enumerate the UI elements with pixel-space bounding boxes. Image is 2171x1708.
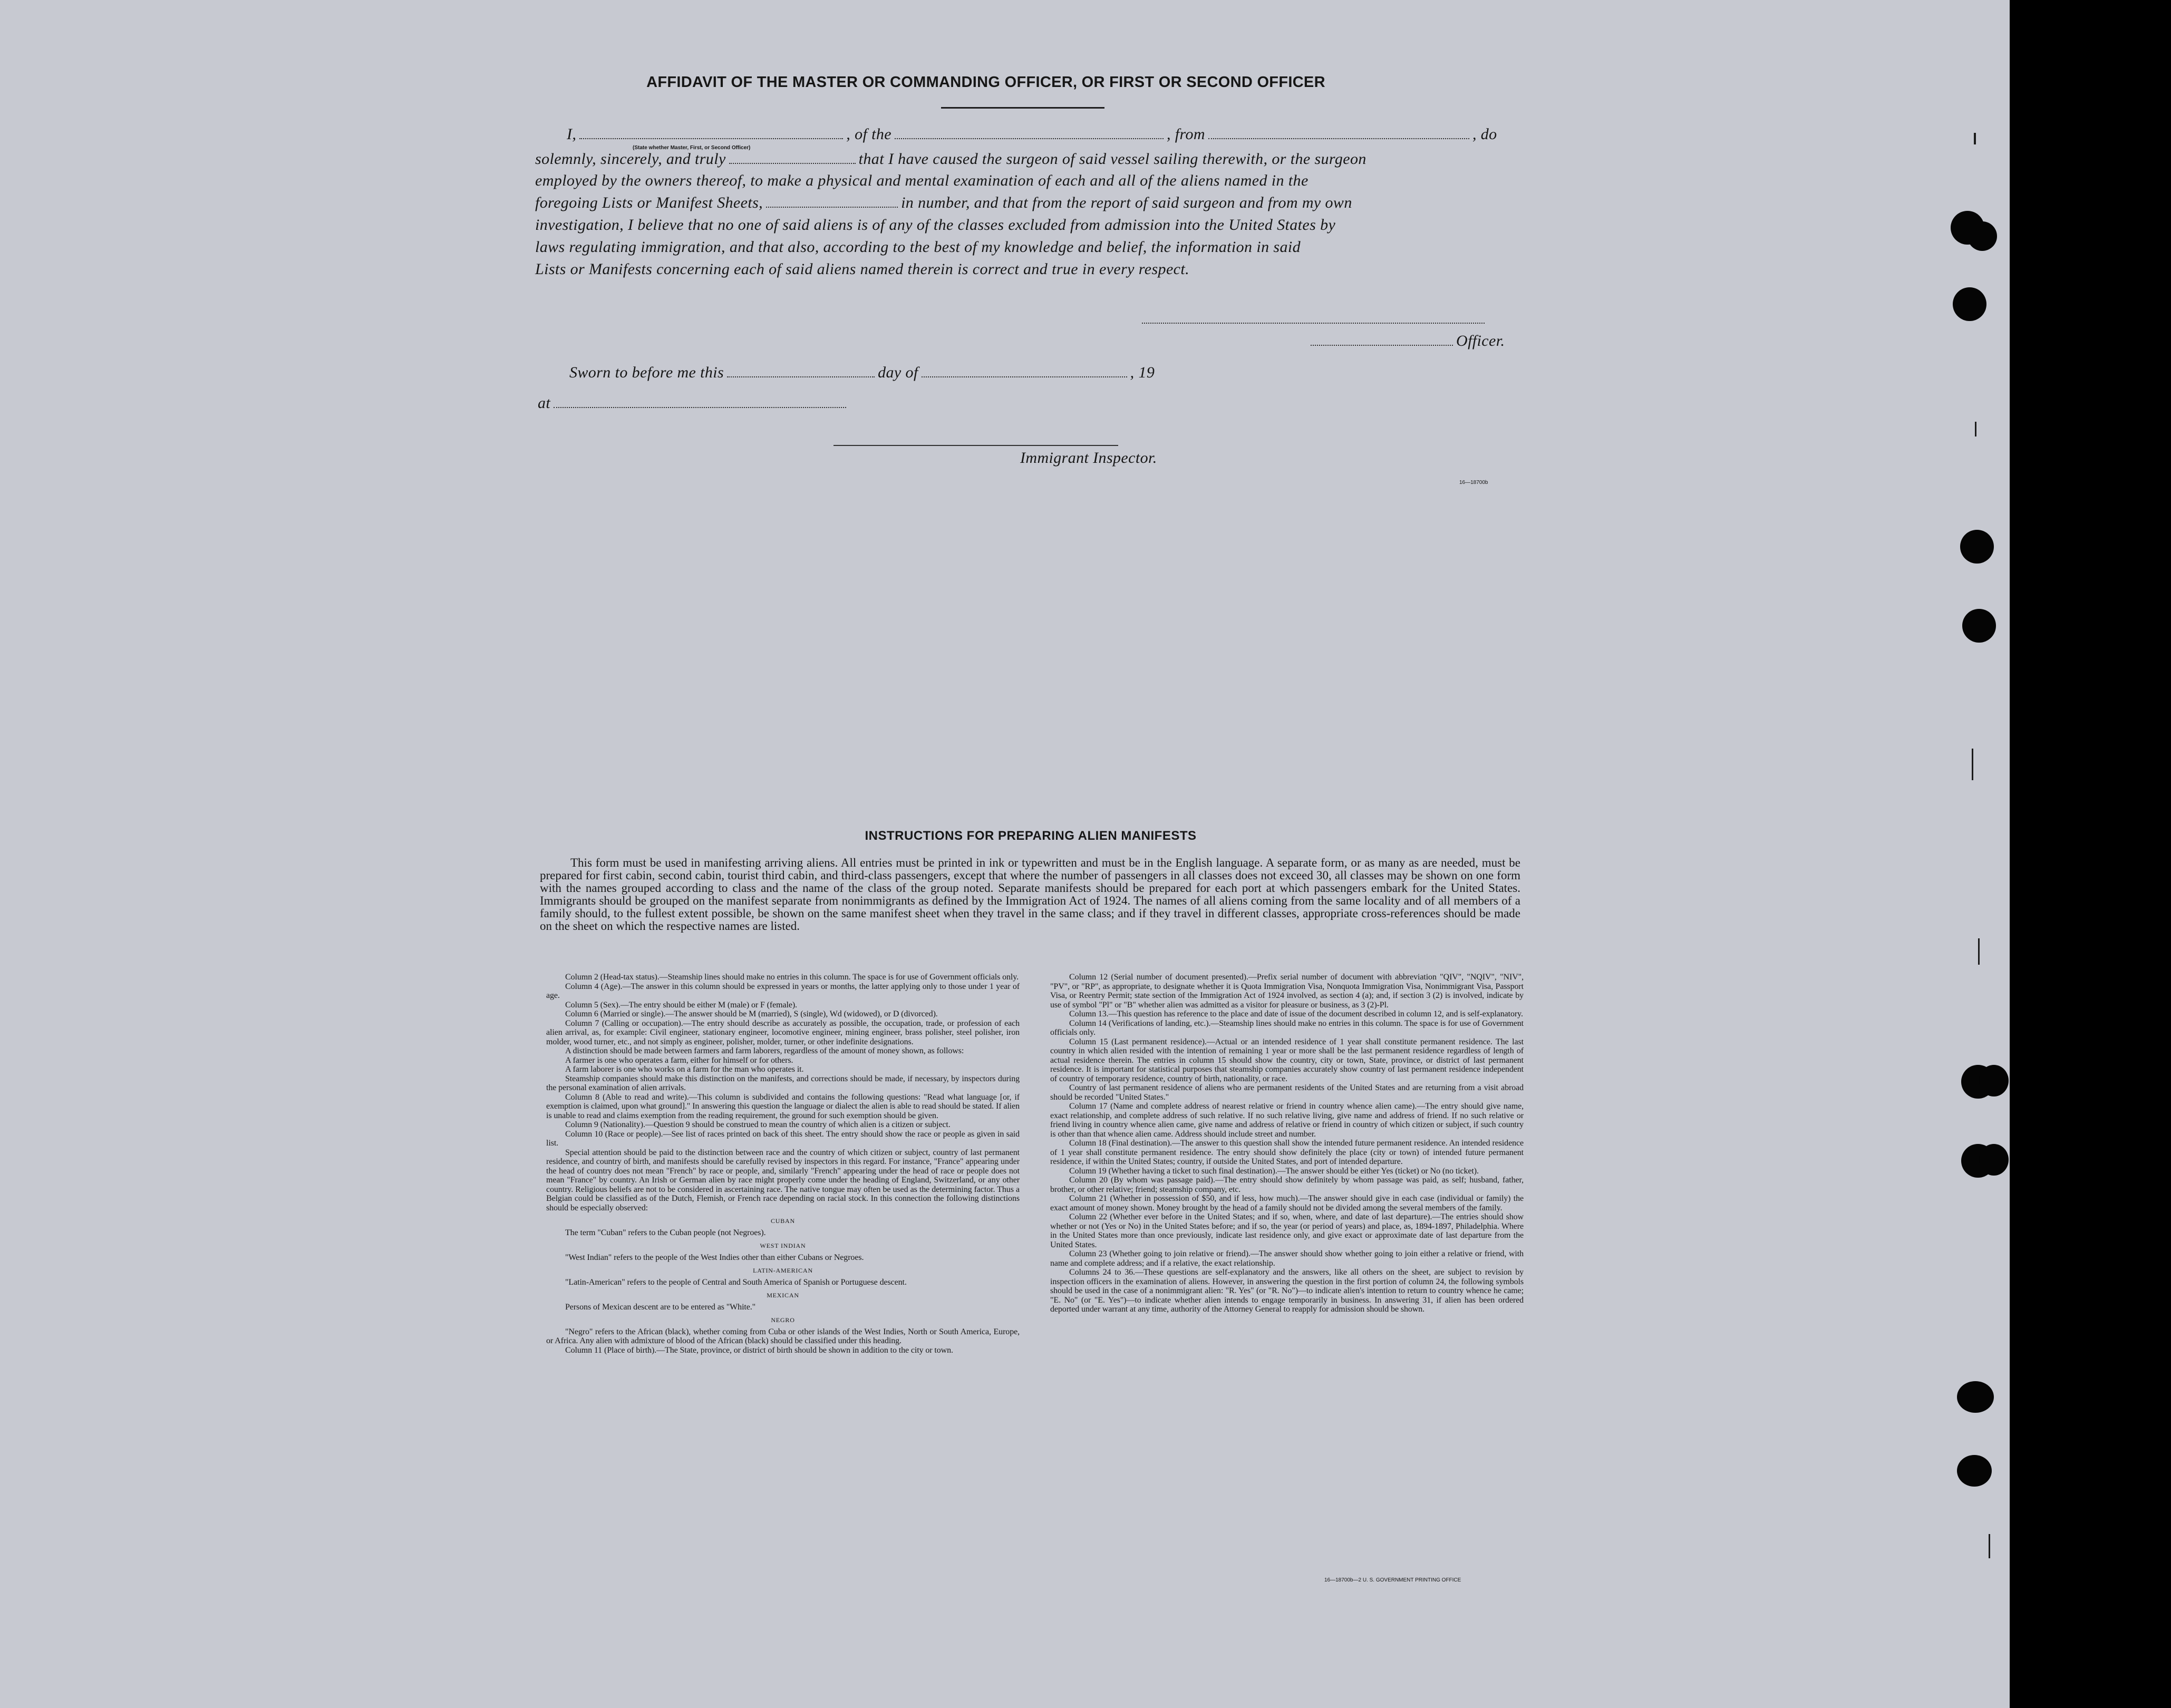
right-paragraph: Column 13.—This question has reference to the place and date of issue of the document described in column 12, and is self-explanatory. <box>1069 1010 1523 1018</box>
affidavit-line-2 <box>535 150 1366 168</box>
right-paragraph: Columns 24 to 36.—These questions are self-explanatory and the answers, like all others on the sheet, are subject to revision by inspection officers in the examination of aliens. However, in answering the question in the first portion of column 24, the following symbols should be used in the case of a nonimmigrant alien: "R. Yes" (or "R. No")—to indicate alien's intention to return to country whence he came; "E. No" (or "E. Yes")—to indicate whether alien intends to engage temporarily in business. In answering 31, if alien has been ordered deported under warrant at any time, authority of the Attorney General to reapply for admission should be shown. <box>1050 1268 1524 1314</box>
column-11-text: Column 11 (Place of birth).—The State, province, or district of birth should be shown in addition to the city or town. <box>565 1345 953 1355</box>
line4-start: foregoing Lists or Manifest Sheets, <box>535 194 763 211</box>
negro-heading: NEGRO <box>771 1316 795 1324</box>
officer-rank-field[interactable] <box>579 138 843 139</box>
edge-mark <box>1978 938 1980 965</box>
printing-office-footer: 16—18700b—2 U. S. GOVERNMENT PRINTING OFFICE <box>1324 1577 1461 1583</box>
west-indian-text: "West Indian" refers to the people of the West Indies other than either Cubans or Negroes. <box>565 1253 864 1262</box>
right-paragraph: Column 18 (Final destination).—The answer to this question shall show the intended future permanent residence. An intended residence of 1 year shall constitute permanent residence. The entry should show definitely the place (city or town) of intended future permanent residence, if within the United States; country, if outside the United States, and port of intended departure. <box>1050 1139 1524 1166</box>
affidavit-title: AFFIDAVIT OF THE MASTER OR COMMANDING OFFICER, OR FIRST OR SECOND OFFICER <box>646 74 1325 91</box>
punch-hole <box>1979 1144 2009 1176</box>
affidavit-line-3: employed by the owners thereof, to make a physical and mental examination of each and all of the aliens named in the <box>535 172 1309 189</box>
officer-label: Officer. <box>1456 332 1505 350</box>
form-number: 16—18700b <box>1459 480 1488 486</box>
right-paragraph: Column 15 (Last permanent residence).—Actual or an intended residence of 1 year shall constitute permanent residence. The last country in which alien resided with the intention of remaining 1 year or more shall be the last permanent residence regardless of length of actual residence therein. The entries in column 15 should show the country, city or town, State, province, or district of last permanent residence. It is important for statistical purposes that steamship companies accurately show country of last permanent residence independent of country of temporary residence, country of birth, nationality, or race. <box>1050 1037 1524 1083</box>
affidavit-line-5: investigation, I believe that no one of said aliens is of any of the classes excluded from admission into the United States by <box>535 216 1336 234</box>
affidavit-line-4 <box>535 194 1352 212</box>
officer-signature-field[interactable] <box>1142 322 1485 324</box>
negro-text: "Negro" refers to the African (black), whether coming from Cuba or other islands of the West Indies, North or South America, Europe, or Africa. Any alien with admixture of blood of the African (black) should be classified under this heading. <box>546 1327 1020 1345</box>
right-paragraph: Column 12 (Serial number of document presented).—Prefix serial number of document with abbreviation "QIV", "NQIV", "NIV", "PV", or "RP", as appropriate, to designate whether it is Quota Immigration Visa, Nonquota Immigration Visa, Nonimmigrant Visa, Passport Visa, or Reentry Permit; state section of the Immigration Act of 1924 involved, as section 4 (a); and, if section 3 (2) is involved, indicate by use of symbol "Pl" or "B" whether alien was admitted as a visitor for pleasure or business, as 3 (2)-Pl. <box>1050 973 1524 1010</box>
inspector-label: Immigrant Inspector. <box>1020 449 1157 467</box>
right-paragraph: Column 23 (Whether going to join relative or friend).—The answer should show whether going to join either a relative or friend, with name and complete address; and if a relative, the exact relationship. <box>1050 1249 1524 1268</box>
affidavit-line-1 <box>567 125 1497 143</box>
sworn-start: Sworn to before me this <box>569 364 724 381</box>
left-paragraph: Column 10 (Race or people).—See list of races printed on back of this sheet. The entry should show the race or people as given in said list. <box>546 1129 1020 1148</box>
cuban-text: The term "Cuban" refers to the Cuban people (not Negroes). <box>565 1228 766 1237</box>
left-paragraph: A farmer is one who operates a farm, either for himself or for others. <box>565 1055 793 1065</box>
left-paragraph: Column 7 (Calling or occupation).—The entry should describe as accurately as possible, the occupation, trade, or profession of each alien arrival, as, for example: Civil engineer, stationary engineer, locomotive engineer, mining engineer, brass polisher, steel polisher, iron molder, wood turner, etc., and not simply as engineer, polisher, molder, turner, or other indefinite designations. <box>546 1018 1020 1046</box>
line1-i: I, <box>567 125 577 143</box>
punch-hole <box>1960 530 1994 564</box>
left-paragraph: Special attention should be paid to the distinction between race and the country of which citizen or subject, country of last permanent residence, and country of birth, and manifests should be carefully revised by inspectors in this regard. For instance, "France" appearing under the head of country does not mean "French" by race or people, and, similarly "French" appearing under the head of race or people does not mean "France" by country. An Irish or German alien by race might properly come under the heading of England, Switzerland, or any other country. Religious beliefs are not to be considered in ascertaining race. The native tongue may often be used as the determining factor. Thus a Belgian could be classified as of the Dutch, Flemish, or French race depending on racial stock. In this connection the following distinctions should be especially observed: <box>546 1148 1020 1212</box>
at-label: at <box>538 394 551 412</box>
from-port-field[interactable] <box>1208 138 1469 139</box>
left-paragraph: Column 2 (Head-tax status).—Steamship lines should make no entries in this column. The space is for use of Government officials only. <box>565 973 1019 982</box>
number-of-sheets-field[interactable] <box>766 206 898 208</box>
left-paragraph: Column 4 (Age).—The answer in this column should be expressed in years or months, the latter applying only to those under 1 year of age. <box>546 982 1020 1000</box>
mexican-heading: MEXICAN <box>767 1292 799 1299</box>
affidavit-line-6: laws regulating immigration, and that also, according to the best of my knowledge and belief, the information in said <box>535 238 1301 256</box>
right-paragraph: Country of last permanent residence of aliens who are permanent residents of the United States and are returning from a visit abroad should be recorded "United States." <box>1050 1083 1524 1102</box>
west-indian-heading: WEST INDIAN <box>760 1242 806 1249</box>
left-paragraph: Column 6 (Married or single).—The answer should be M (married), S (single), Wd (widowed), or D (divorced). <box>565 1010 938 1018</box>
right-paragraph: Column 14 (Verifications of landing, etc.).—Steamship lines should make no entries in this column. The space is for use of Government officials only. <box>1050 1018 1524 1037</box>
at-place-field[interactable] <box>554 406 846 408</box>
instructions-intro <box>540 857 1520 933</box>
blank-line[interactable] <box>729 162 856 164</box>
affidavit-line-7: Lists or Manifests concerning each of said aliens named therein is correct and true in every respect. <box>535 260 1190 278</box>
officer-title-field[interactable] <box>1311 344 1453 346</box>
left-paragraph: Column 8 (Able to read and write).—This column is subdivided and contains the following questions: "Read what language [or, if exemption is claimed, upon what ground]." In answering this question the language or dialect the alien is able to read should be stated. If alien is unable to read and claims exemption from the reading requirement, the ground for such exemption should be given. <box>546 1092 1020 1120</box>
sworn-day-of: day of <box>878 364 918 381</box>
officer-title-line <box>1307 332 1505 350</box>
officer-signature-area <box>1139 310 1488 328</box>
edge-mark <box>1972 749 1973 780</box>
left-paragraph: Column 9 (Nationality).—Question 9 should be construed to mean the country of which alien is a citizen or subject. <box>565 1120 951 1129</box>
rank-instruction-note: (State whether Master, First, or Second Officer) <box>633 145 751 151</box>
intro-paragraph: This form must be used in manifesting arriving aliens. All entries must be printed in ink or typewritten and must be in the English language. A separate form, or as many as are needed, must be prepared for first cabin, second cabin, tourist third cabin, and third-class passengers, except that where the number of passengers in all classes does not exceed 30, all classes may be shown on one form with the names grouped according to class and the name of the class of the group noted. Separate manifests should be prepared for each port at which passengers embark for the United States. Immigrants should be grouped on the manifest separate from nonimmigrants as defined by the Immigration Act of 1924. The names of all aliens coming from the same locality and of all members of a family should, to the fullest extent possible, be shown on the same manifest sheet when they travel in the same class; and if they travel in different classes, appropriate cross-references should be made on the sheet on which the respective names are listed. <box>540 856 1520 933</box>
left-paragraph: Column 5 (Sex).—The entry should be either M (male) or F (female). <box>565 1000 797 1010</box>
sworn-day-field[interactable] <box>727 376 875 377</box>
latin-american-heading: LATIN-AMERICAN <box>753 1267 813 1274</box>
right-paragraph: Column 21 (Whether in possession of $50, and if less, how much).—The answer should give in each case (individual or family) the exact amount of money shown. Money brought by the head of a family should not be divided among the several members of the family. <box>1050 1194 1524 1212</box>
line4-end: in number, and that from the report of said surgeon and from my own <box>901 194 1352 211</box>
right-paragraph: Column 19 (Whether having a ticket to such final destination).—The answer should be either Yes (ticket) or No (no ticket). <box>1069 1166 1479 1176</box>
inspector-signature-field[interactable] <box>833 444 1118 446</box>
cuban-heading: CUBAN <box>770 1217 795 1225</box>
line1-from: , from <box>1166 125 1205 143</box>
sworn-year: , 19 <box>1130 364 1155 381</box>
line1-of-the: , of the <box>846 125 891 143</box>
punch-hole <box>1957 1381 1994 1413</box>
punch-hole <box>1968 221 1997 251</box>
vessel-field[interactable] <box>895 138 1164 139</box>
left-paragraph: A distinction should be made between farmers and farm laborers, regardless of the amount of money shown, as follows: <box>565 1046 964 1055</box>
right-paragraph: Column 17 (Name and complete address of nearest relative or friend in country whence alien came).—The entry should give name, exact relationship, and complete address of such relative. If no such relative living, give name and address of friend. If no such relative or friend living in country whence alien came, give name and address of relative or friend in country of which citizen or subject, if such country is other than that whence alien came. Address should include street and number. <box>1050 1102 1524 1139</box>
edge-mark <box>1975 422 1976 436</box>
edge-mark <box>1989 1534 1990 1558</box>
edge-mark <box>1974 133 1976 144</box>
instructions-left-column <box>546 973 1020 1355</box>
instructions-right-column <box>1050 973 1524 1314</box>
mexican-text: Persons of Mexican descent are to be entered as "White." <box>565 1302 756 1312</box>
punch-hole <box>1953 287 1986 321</box>
line2-start: solemnly, sincerely, and truly <box>535 150 726 168</box>
sworn-month-field[interactable] <box>922 376 1127 377</box>
instructions-title: INSTRUCTIONS FOR PREPARING ALIEN MANIFESTS <box>865 829 1197 843</box>
punch-hole <box>1962 609 1996 643</box>
title-rule <box>941 107 1104 109</box>
latin-american-text: "Latin-American" refers to the people of Central and South America of Spanish or Portuguese descent. <box>565 1277 907 1287</box>
right-paragraph: Column 22 (Whether ever before in the United States; and if so, when, where, and date of last departure).—The entries should show whether or not (Yes or No) in the United States before; and if so, the year (or period of years) and place, as, 1894-1897, Philadelphia. Where in the United States more than once previously, indicate last residence only, and give exact or approximate date of last departure from the United States. <box>1050 1212 1524 1249</box>
punch-hole <box>1957 1455 1992 1487</box>
line2-end: that I have caused the surgeon of said vessel sailing therewith, or the surgeon <box>858 150 1366 168</box>
line1-do: , do <box>1472 125 1497 143</box>
sworn-line <box>569 364 1155 382</box>
inspector-signature-area <box>830 432 1121 450</box>
left-paragraph: Steamship companies should make this distinction on the manifests, and corrections should be made, if necessary, by inspectors during the personal examination of alien arrivals. <box>546 1074 1020 1092</box>
punch-hole <box>1979 1065 2009 1096</box>
right-paragraph: Column 20 (By whom was passage paid).—The entry should show definitely by whom passage was paid, as self; husband, father, brother, or other relative; friend; steamship company, etc. <box>1050 1176 1524 1194</box>
at-line <box>538 394 849 412</box>
left-paragraph: A farm laborer is one who works on a farm for the man who operates it. <box>565 1065 804 1074</box>
